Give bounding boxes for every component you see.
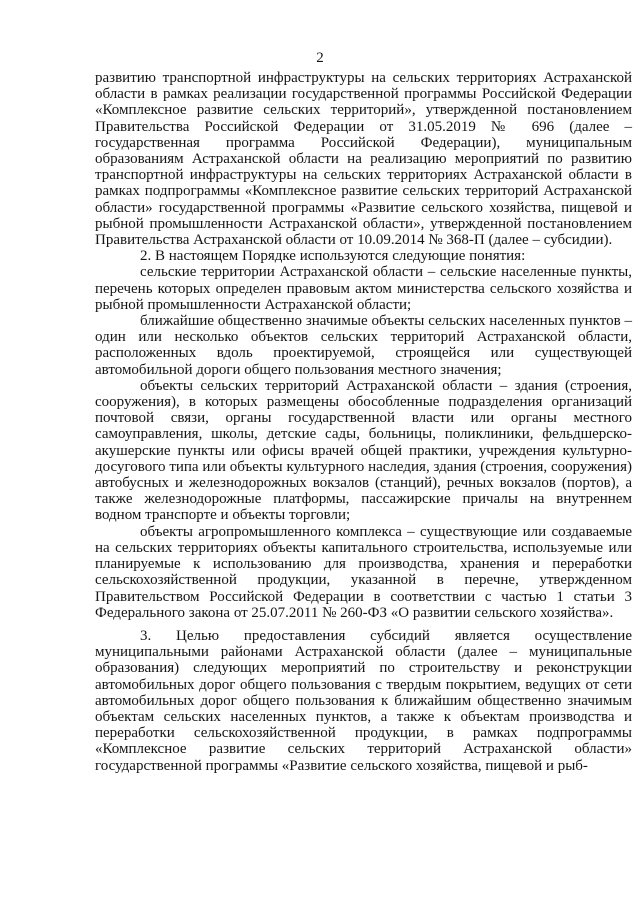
paragraph-continuation: развитию транспортной инфраструктуры на сельских территориях Астраханской области в рамках реализации государственной программы Российской Федерации «Комплексное развитие сельских территорий», утвержденной постановлением Правительства Российской Федерации от 31.05.2019 № 696 (далее – государственная программа Российской Федерации), муниципальным образованиям Астраханской области на реализацию мероприятий по развитию транспортной инфраструктуры на сельских территориях Астраханской области в рамках подпрограммы «Комплексное развитие сельских территорий Астраханской области» государственной программы «Развитие сельского хозяйства, пищевой и рыбной промышленности Астраханской области», утвержденной постановлением Правительства Астраханской области от 10.09.2014 № 368-П (далее – субсидии). (95, 70, 632, 249)
paragraph-definition-agro-objects: объекты агропромышленного комплекса – существующие или создаваемые на сельских территориях объекты капитального строительства, используемые или планируемые к использованию для производства, хранения и переработки сельскохозяйственной продукции, указанной в перечне, утвержденном Правительством Российской Федерации в соответствии с частью 1 статьи 3 Федерального закона от 25.07.2011 № 260-ФЗ «О развитии сельского хозяйства». (95, 523, 632, 621)
document-body (95, 70, 632, 774)
paragraph-section-3: 3. Целью предоставления субсидий является осуществление муниципальными районами Астраханской области (далее – муниципальные образования) следующих мероприятий по строительству и реконструкции автомобильных дорог общего пользования с твердым покрытием, ведущих от сети автомобильных дорог общего пользования к ближайшим общественно значимым объектам сельских населенных пунктов, а также к объектам производства и переработки сельскохозяйственной продукции, в рамках подпрограммы «Комплексное развитие сельских территорий Астраханской области» государственной программы «Развитие сельского хозяйства, пищевой и рыб- (95, 627, 632, 774)
paragraph-definition-rural-objects: объекты сельских территорий Астраханской области – здания (строения, сооружения), в которых размещены обособленные подразделения организаций почтовой связи, органы государственной власти или органы местного самоуправления, школы, детские сады, больницы, поликлиники, фельдшерско-акушерские пункты или офисы врачей общей практики, учреждения культурно-досугового типа или объекты культурного наследия, здания (строения, сооружения) автобусных и железнодорожных вокзалов (станций), речных вокзалов (портов), а также железнодорожные платформы, пассажирские причалы на внутреннем водном транспорте и объекты торговли; (95, 377, 632, 524)
paragraph-definition-nearest-objects: ближайшие общественно значимые объекты сельских населенных пунктов – один или несколько объектов сельских территорий Астраханской области, расположенных вдоль проектируемой, строящейся или существующей автомобильной дороги общего пользования местного значения; (95, 313, 632, 378)
page-number: 2 (316, 50, 324, 66)
paragraph-definition-rural-territories: сельские территории Астраханской области – сельские населенные пункты, перечень которых определен правовым актом министерства сельского хозяйства и рыбной промышленности Астраханской области; (95, 264, 632, 313)
paragraph-section-2: 2. В настоящем Порядке используются следующие понятия: (140, 248, 526, 265)
